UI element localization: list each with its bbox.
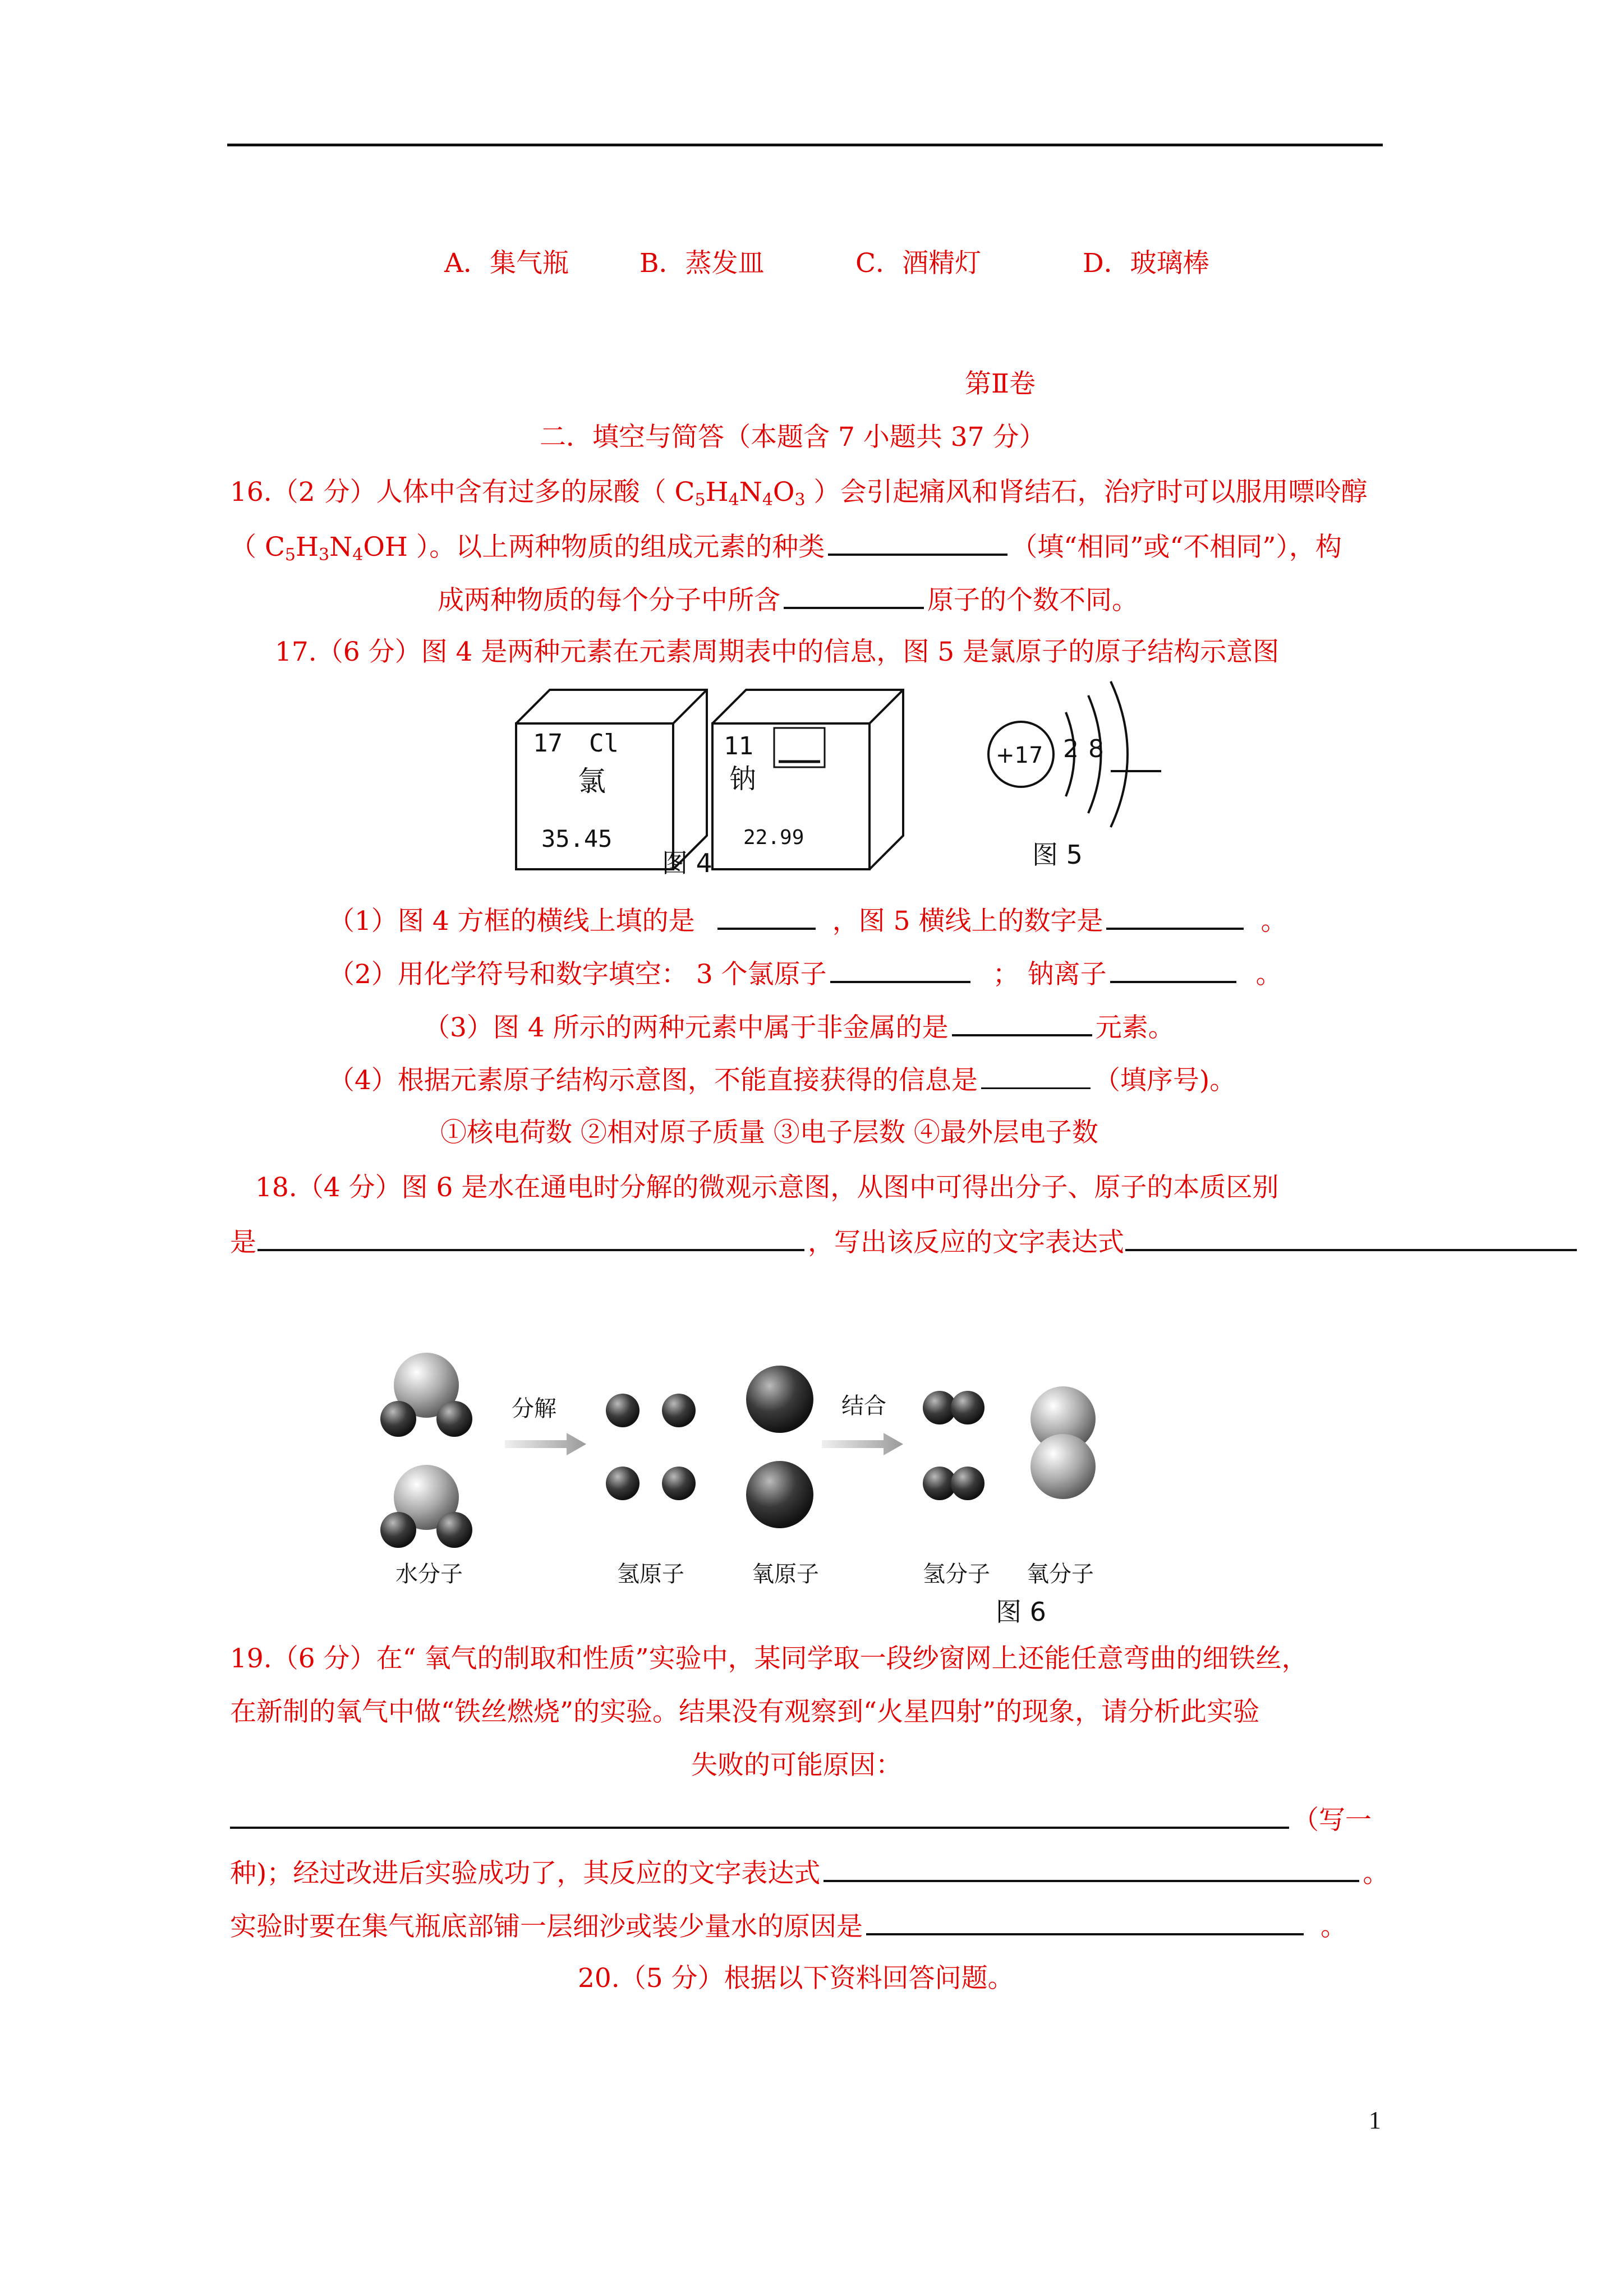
- q19-line2: 在新制的氧气中做“铁丝燃烧”的实验。结果没有观察到“火星四射”的现象，请分析此实验: [230, 1696, 1260, 1727]
- q17-sub2: （2）用化学符号和数字填空： 3 个氯原子 ； 钠离子 。: [328, 956, 1282, 992]
- option-b: B．蒸发皿: [640, 248, 765, 279]
- figure-4-5: [505, 679, 1178, 886]
- figure-5-label: 图 5: [1032, 840, 1083, 870]
- q17-blank-6[interactable]: [981, 1063, 1091, 1089]
- figure-4-label: 图 4: [662, 848, 712, 878]
- header-rule: [227, 144, 1383, 146]
- chlorine-name: 氯: [578, 765, 606, 797]
- q19-blank-3[interactable]: [866, 1908, 1304, 1935]
- q17-choices: ①核电荷数 ②相对原子质量 ③电子层数 ④最外层电子数: [440, 1117, 1098, 1148]
- q18-blank-2[interactable]: [1125, 1224, 1577, 1251]
- label-oxygen-atom: 氧原子: [752, 1561, 819, 1587]
- section-title: 二．填空与简答（本题含 7 小题共 37 分）: [540, 422, 1046, 453]
- oxygen-atoms: [746, 1366, 813, 1528]
- water-molecule-2: [380, 1465, 472, 1548]
- q16-line1: 16.（2 分）人体中含有过多的尿酸（ $C_5H_4N_4O_3$ ）会引起痛风和肾结石，治疗时可以服用嘌呤醇: [230, 477, 1368, 510]
- q16-blank-1[interactable]: [828, 529, 1007, 556]
- q20-line1: 20.（5 分）根据以下资料回答问题。: [578, 1963, 1014, 1994]
- oxygen-molecule: [1030, 1386, 1096, 1499]
- sodium-mass: 22.99: [743, 826, 804, 849]
- q17-sub3: （3）图 4 所示的两种元素中属于非金属的是 元素。: [424, 1009, 1175, 1045]
- q19-line4: （写一: [230, 1802, 1372, 1837]
- allopurinol-formula: $C_5H_3N_4OH$: [264, 532, 408, 565]
- hydrogen-atoms: [606, 1394, 696, 1500]
- q17-blank-4[interactable]: [1110, 956, 1236, 983]
- q17-sub4: （4）根据元素原子结构示意图，不能直接获得的信息是 （填序号)。: [328, 1063, 1236, 1098]
- q18-blank-1[interactable]: [257, 1224, 804, 1251]
- sodium-number: 11: [724, 732, 753, 760]
- combine-label: 结合: [841, 1393, 886, 1419]
- figure-6: [370, 1340, 1189, 1626]
- q19-line6: 实验时要在集气瓶底部铺一层细沙或装少量水的原因是 。: [230, 1908, 1347, 1944]
- water-molecule-1: [380, 1353, 472, 1437]
- q19-line1: 19.（6 分）在“ 氧气的制取和性质”实验中，某同学取一段纱窗网上还能任意弯曲的细铁丝，: [230, 1643, 1308, 1674]
- page-number: 1: [1369, 2106, 1381, 2134]
- label-oxygen-molecule: 氧分子: [1027, 1561, 1094, 1587]
- hydrogen-molecules: [923, 1391, 984, 1500]
- nucleus-charge: +17: [996, 743, 1043, 768]
- volume-heading: 第Ⅱ卷: [965, 368, 1036, 399]
- label-water-molecule: 水分子: [395, 1561, 463, 1587]
- q19-line5: 种)；经过改进后实验成功了，其反应的文字表达式 。: [230, 1855, 1389, 1891]
- q17-blank-5[interactable]: [952, 1009, 1092, 1036]
- decompose-arrow: [505, 1433, 586, 1455]
- figure-6-label: 图 6: [996, 1597, 1046, 1626]
- q19-line3: 失败的可能原因：: [691, 1750, 902, 1781]
- option-a: A．集气瓶: [444, 248, 569, 279]
- q18-line2: 是 ，写出该反应的文字表达式: [230, 1224, 1580, 1260]
- shell-1-electrons: 2: [1063, 735, 1079, 763]
- q19-blank-2[interactable]: [823, 1855, 1359, 1882]
- q17-blank-1[interactable]: [717, 903, 816, 930]
- q16-line2: （ $C_5H_3N_4OH$ ）。以上两种物质的组成元素的种类 （填“相同”或“不相同”），构: [230, 529, 1342, 572]
- q19-blank-1[interactable]: [230, 1802, 1289, 1829]
- q16-line3: 成两种物质的每个分子中所含 原子的个数不同。: [438, 582, 1138, 617]
- shell-2-electrons: 8: [1088, 735, 1104, 763]
- uric-acid-formula: $C_5H_4N_4O_3$: [674, 477, 806, 510]
- option-d: D．玻璃棒: [1083, 248, 1209, 279]
- q17-sub1: （1）图 4 方框的横线上填的是 ，图 5 横线上的数字是 。: [328, 903, 1287, 938]
- label-hydrogen-molecule: 氢分子: [923, 1561, 990, 1587]
- option-c: C．酒精灯: [855, 248, 981, 279]
- combine-arrow: [822, 1433, 903, 1455]
- label-hydrogen-atom: 氢原子: [617, 1561, 684, 1587]
- chlorine-symbol: Cl: [589, 729, 619, 758]
- chlorine-mass: 35.45: [541, 825, 613, 852]
- q17-blank-2[interactable]: [1106, 903, 1244, 930]
- q16-blank-2[interactable]: [784, 582, 924, 609]
- q17-blank-3[interactable]: [830, 956, 970, 983]
- q17-intro: 17.（6 分）图 4 是两种元素在元素周期表中的信息，图 5 是氯原子的原子结构示意图: [275, 637, 1280, 667]
- chlorine-number: 17: [533, 729, 563, 758]
- q18-line1: 18.（4 分）图 6 是水在通电时分解的微观示意图，从图中可得出分子、原子的本质区别: [255, 1172, 1279, 1203]
- sodium-name: 钠: [729, 763, 757, 795]
- decompose-label: 分解: [512, 1396, 556, 1422]
